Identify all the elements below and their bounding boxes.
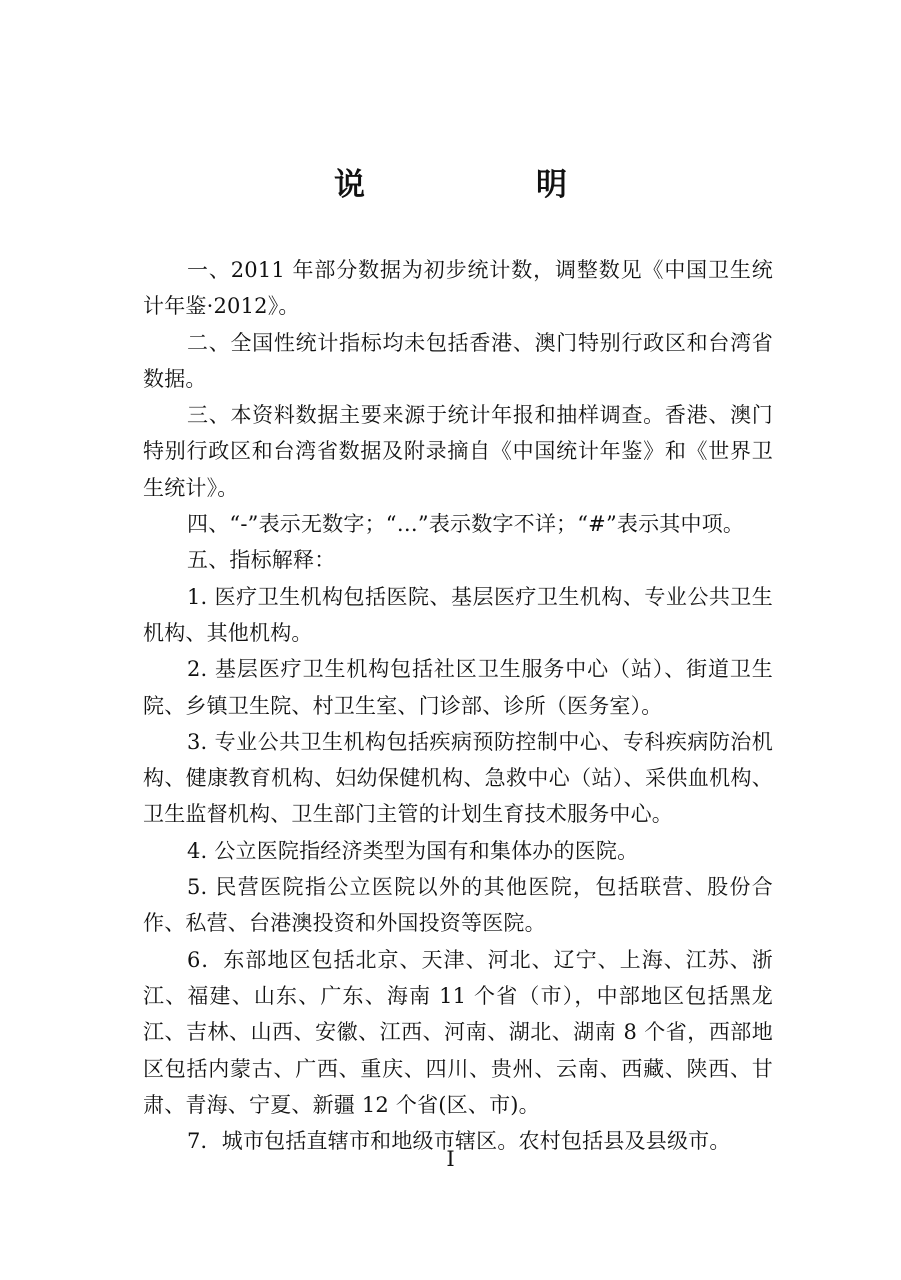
paragraph-5: 五、指标解释： bbox=[187, 548, 336, 573]
paragraph-2: 二、全国性统计指标均未包括香港、澳门特别行政区和台湾省数据。 bbox=[143, 330, 773, 391]
paragraph-3: 三、本资料数据主要来源于统计年报和抽样调查。香港、澳门特别行政区和台湾省数据及附录摘自《中国统计年鉴》和《世界卫生统计》。 bbox=[143, 403, 773, 500]
definition-2: 2. 基层医疗卫生机构包括社区卫生服务中心（站）、街道卫生院、乡镇卫生院、村卫生室、门诊部、诊所（医务室）。 bbox=[143, 657, 773, 718]
definition-3: 3. 专业公共卫生机构包括疾病预防控制中心、专科疾病防治机构、健康教育机构、妇幼保健机构、急救中心（站）、采供血机构、卫生监督机构、卫生部门主管的计划生育技术服务中心。 bbox=[143, 729, 773, 827]
page-number: I bbox=[446, 1147, 455, 1171]
paragraph-1: 一、2011 年部分数据为初步统计数，调整数见《中国卫生统计年鉴·2012》。 bbox=[143, 258, 773, 319]
definition-1: 1. 医疗卫生机构包括医院、基层医疗卫生机构、专业公共卫生机构、其他机构。 bbox=[143, 584, 773, 645]
definition-4: 4. 公立医院指经济类型为国有和集体办的医院。 bbox=[187, 838, 639, 863]
definition-6: 6．东部地区包括北京、天津、河北、辽宁、上海、江苏、浙江、福建、山东、广东、海南 11 个省（市），中部地区包括黑龙江、吉林、山西、安徽、江西、河南、湖北、湖南 8 个省，西部地区包括内蒙古、广西、重庆、四川、贵州、云南、西藏、陕西、甘肃、青海、宁夏、新疆 12 个省(区、市)。 bbox=[143, 947, 773, 1117]
document-body bbox=[143, 252, 773, 1159]
page-title: 说 明 bbox=[334, 167, 637, 203]
definition-5: 5. 民营医院指公立医院以外的其他医院，包括联营、股份合作、私营、台港澳投资和外国投资等医院。 bbox=[143, 875, 773, 936]
definition-7: 7．城市包括直辖市和地级市辖区。农村包括县及县级市。 bbox=[187, 1129, 731, 1154]
paragraph-4: 四、“-”表示无数字；“…”表示数字不详；“#”表示其中项。 bbox=[187, 512, 745, 537]
